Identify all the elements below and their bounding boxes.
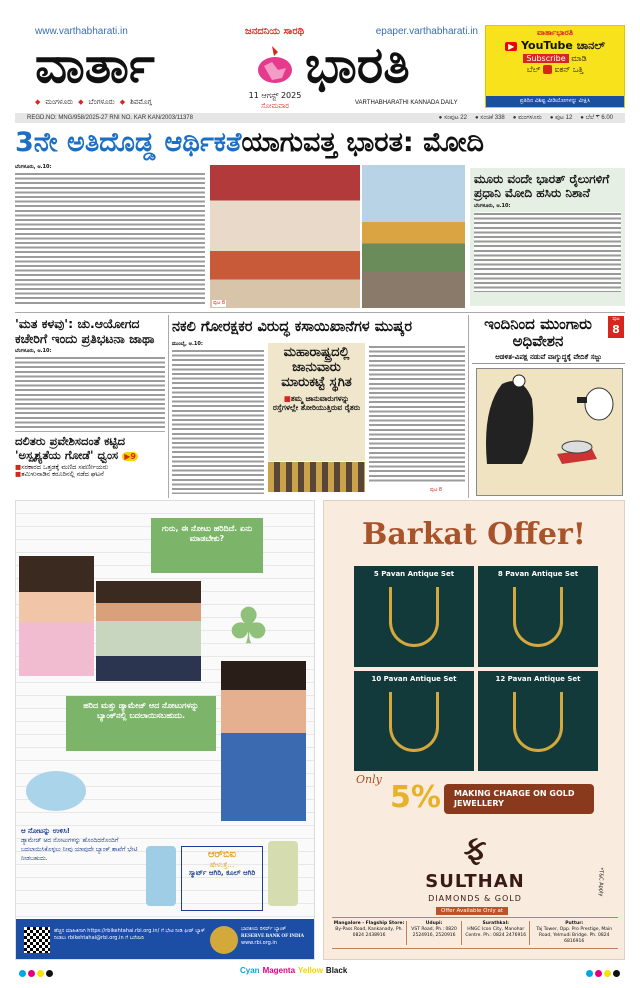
column-rule — [468, 315, 469, 498]
masthead-part1: ವಾರ್ತಾ — [35, 36, 155, 94]
registration-dots-left — [18, 962, 54, 981]
session-subheadline: ಆಡಳಿತ-ವಿಪಕ್ಷ ನಡುವೆ ವಾಗ್ಯುದ್ಧಕ್ಕೆ ವೇದಿಕೆ ಸಜ್ಜು — [472, 353, 625, 364]
cow-box-title: ಮಹಾರಾಷ್ಟ್ರದಲ್ಲಿ ಜಾನುವಾರು ಮಾರುಕಟ್ಟೆ ಸ್ಥಗಿತ — [281, 345, 352, 390]
bell-suffix: ಐಕನ್ ಒತ್ತಿ — [554, 65, 584, 75]
website-url[interactable]: www.varthabharati.in — [35, 26, 128, 37]
price: ● ಬೆಲೆ ₹ 6.00 — [580, 114, 613, 121]
dalit-story[interactable] — [15, 431, 165, 479]
cow-body-text-1 — [172, 349, 264, 494]
making-charge: MAKING CHARGE ON GOLD JEWELLERY — [444, 784, 594, 814]
percent-label: 5% — [390, 780, 441, 815]
speech-bubble-1: ಗುರು, ಈ ನೋಟು ಹರಿದಿದೆ. ಏನು ಮಾಡಬೇಕು? — [151, 518, 263, 573]
set-12-pavan: 12 Pavan Antique Set — [478, 671, 598, 772]
set-5-pavan: 5 Pavan Antique Set — [354, 566, 474, 667]
issue-no: ● ಸಂಚಿಕೆ 338 — [474, 114, 505, 121]
cow-box-sub: ■ತಮ್ಮ ಜಾನುವಾರುಗಳನ್ನು ರಸ್ತೆಗಳಲ್ಲೇ ತೋರಿಯುತ್ತಿರುವ ರೈತರು — [272, 393, 361, 412]
dalit-bullet-2: ■ತಮಿಳುನಾಡಿನ ಕರೂರಿನಲ್ಲಿ ನಡೆದ ಘಟನೆ — [15, 470, 104, 479]
color-bar — [240, 966, 347, 976]
yellow-label: Yellow — [298, 966, 323, 975]
vande-body-text — [474, 212, 621, 292]
rbi-footer-text[interactable]: ಹೆಚ್ಚಿನ ಮಾಹಿತಿಗಾಗಿ https://rbikehtahai.rbi.org.in/ ಗೆ ಭೇಟಿ ನೀಡಿ ಫೀಡ್ ಬ್ಯಾಕ್ ನೀಡಲು rbikehtahai@rbi.org.in ಗೆ ಬರೆಯಿರಿ — [54, 928, 206, 941]
tagline: ಜನದನಿಯ ಸಾರಥಿ — [245, 26, 305, 37]
masthead-part1-box — [35, 38, 245, 92]
subscribe-label: Subscribe — [523, 54, 568, 63]
session-headline: ಇಂದಿನಿಂದ ಮುಂಗಾರು ಅಧಿವೇಶನ — [484, 316, 592, 351]
rbi-says-2: ಹೇಳುತ್ತೆ... — [209, 861, 235, 869]
sulthan-logo-icon: ફ — [463, 829, 487, 867]
editions: ◆ ಮಂಗಳೂರು ◆ ಬೆಂಗಳೂರು ◆ ಶಿವಮೊಗ್ಗ — [35, 98, 152, 106]
cow-dateline: ಮುಂಬೈ, ಆ.10: — [172, 341, 203, 347]
lead-headline — [15, 126, 484, 160]
volume: ● ಸಂಪುಟ 22 — [438, 114, 467, 121]
epaper-url[interactable]: epaper.varthabharati.in — [375, 26, 478, 37]
lead-headline-box[interactable] — [15, 126, 627, 162]
rbi-seal — [210, 926, 238, 954]
editorial-cartoon — [476, 368, 623, 496]
lead-headline-blue: 3ನೇ ಅತಿದೊಡ್ಡ ಆರ್ಥಿಕತೆ — [15, 127, 242, 158]
yt-footer: ಪ್ರತಿದಿನ ವಿಶಿಷ್ಟ ವೀಡಿಯೋಗಳನ್ನು ವೀಕ್ಷಿಸಿ — [486, 96, 624, 107]
offer-available: Offer Available Only at — [436, 907, 508, 915]
smart-cool: ಸ್ಮಾರ್ಟ್ ಆಗಿರಿ, ಕೂಲ್ ಆಗಿರಿ — [188, 869, 256, 878]
lead-dateline: ಬೆಂಗಳೂರು, ಆ.10: — [15, 164, 52, 170]
note-mascot-green — [268, 841, 298, 906]
sulthan-advertisement[interactable] — [323, 500, 625, 960]
vande-bharat-story[interactable] — [470, 168, 625, 306]
issue-date: 11 ಆಗಸ್ಟ್ 2025 — [248, 91, 302, 100]
note-title: ಆ ನೋಟನ್ನು ಉಳಿಸಿ! — [21, 827, 70, 835]
divider — [15, 312, 625, 313]
youtube-ad[interactable] — [485, 25, 625, 108]
brand-name: SULTHAN — [425, 871, 525, 892]
masthead-emblem — [250, 42, 300, 88]
bell-label: ಬೆಲ್ — [526, 65, 541, 75]
rbi-footer — [16, 919, 315, 960]
store-mangalore: Mangalore - Flagship Store: By-Pass Road, Kankanady, Ph. 0824 2438916 — [332, 921, 407, 945]
session-page-badge[interactable]: ಪುಟ 8 — [608, 316, 624, 338]
boy-photo — [96, 581, 201, 681]
dalit-bullet-1: ■ಸರಕಾರದ ಒತ್ತಡಕ್ಕೆ ಮಣಿದ ಸವರ್ಣೀಯರು — [15, 462, 109, 471]
cow-headline-box[interactable] — [172, 317, 465, 339]
masthead-part2: ಭಾರತಿ — [305, 36, 410, 94]
pages: ● ಪುಟ 12 — [549, 114, 573, 121]
lead-continued[interactable]: ಪುಟ 8 — [213, 300, 226, 306]
girl-photo — [19, 556, 94, 676]
store-surathkal: Surathkal: HNGC Icon City, Manohar Centre. Ph.: 0824 2476916 — [462, 921, 530, 945]
lead-headline-black: ಯಾಗುವತ್ತ ಭಾರತ: ಮೋದಿ — [241, 127, 484, 158]
column-rule — [168, 315, 169, 498]
edition-shivamogga: ಶಿವಮೊಗ್ಗ — [130, 98, 152, 106]
cow-continued[interactable]: ಪುಟ 8 — [430, 487, 443, 493]
cattle-market-photo — [268, 462, 365, 492]
issue-day: ಸೋಮವಾರ — [261, 102, 289, 110]
black-label: Black — [325, 966, 348, 975]
vote-dateline: ಬೆಂಗಳೂರು, ಆ.10: — [15, 348, 52, 354]
cow-headline: ನಕಲಿ ಗೋರಕ್ಷಕರ ವಿರುದ್ಧ ಕಸಾಯಿಖಾನೆಗಳ ಮುಷ್ಕರ — [172, 319, 413, 335]
session-story[interactable] — [472, 316, 625, 498]
note-mascot-blue — [146, 846, 176, 906]
registration-bar — [15, 113, 625, 123]
yt-channel: YouTube ಚಾನಲ್ — [521, 38, 605, 52]
edition-mangaluru: ಮಂಗಳೂರು — [45, 98, 74, 106]
set-10-pavan: 10 Pavan Antique Set — [354, 671, 474, 772]
cyan-label: Cyan — [240, 966, 260, 975]
rbi-note — [21, 826, 139, 863]
magenta-label: Magenta — [262, 966, 296, 975]
store-puttur: Puttur: Taj Tower, Opp. Pro Prestige, Main Road, Yelmudi Bridge. Ph. 0824 6816916 — [536, 921, 613, 944]
edition-bengaluru: ಬೆಂಗಳೂರು — [88, 98, 115, 106]
store-udupi: Udupi: VST Road, Ph.: 0820 2524916, 2520916 — [407, 921, 462, 945]
cow-body-text-2 — [369, 345, 465, 483]
speech-bubble-2: ಹರಿದ ಮತ್ತು ಡ್ಯಾಮೇಜ್ ಆದ ನೋಟುಗಳನ್ನು ಬ್ಯಾಂಕ್‌ನಲ್ಲಿ ಬದಲಾಯಿಸಬಹುದು. — [66, 696, 216, 751]
lead-body-text — [15, 172, 205, 305]
boy-glasses-photo — [221, 661, 306, 821]
tree-icon: ♣ — [226, 597, 271, 655]
brand-subtitle: DIAMONDS & GOLD — [428, 894, 522, 903]
vande-dateline: ಬೆಂಗಳೂರು, ಆ.10: — [474, 202, 511, 209]
store-list — [332, 917, 618, 949]
rbi-says-box — [181, 846, 263, 911]
rbi-says: ಆರ್‌ಬಿಐ — [207, 849, 237, 860]
palette-icon — [26, 771, 86, 811]
vande-headline: ಮೂರು ವಂದೇ ಭಾರತ್ ರೈಲುಗಳಿಗೆ ಪ್ರಧಾನಿ ಮೋದಿ ಹಸಿರು ನಿಶಾನೆ — [474, 172, 610, 201]
youtube-icon: ▶ — [505, 42, 517, 51]
jewellery-sets — [354, 566, 598, 771]
edition: ● ಮಂಗಳೂರು — [512, 114, 542, 121]
bell-icon — [543, 65, 552, 74]
rbi-name: ಭಾರತೀಯ ರಿಸರ್ವ್ ಬ್ಯಾಂಕ್ RESERVE BANK OF INDIA www.rbi.org.in — [241, 926, 305, 946]
vote-body-text — [15, 356, 165, 428]
vote-headline: 'ಮತ ಕಳವು': ಚು.ಆಯೋಗದ ಕಚೇರಿಗೆ ಇಂದು ಪ್ರತಿಭಟನಾ ಜಾಥಾ — [15, 316, 155, 346]
yt-brand: ವಾರ್ತಾಭಾರತಿ — [537, 28, 573, 37]
only-label: Only — [356, 773, 382, 786]
subscribe-suffix: ಮಾಡಿ — [571, 53, 587, 63]
page-ref-badge[interactable]: ▶9 — [124, 451, 136, 461]
subtitle: VARTHABHARATHI KANNADA DAILY — [355, 100, 458, 106]
barkat-title: Barkat Offer! — [362, 517, 586, 552]
note-body: ಡ್ಯಾಮೇಜ್ ಆದ ನೋಟುಗಳನ್ನು ಹೊಂದಿದರೊಂದಿಗೆ ಬದಲಾಯಿಸಿಕೊಳ್ಳಲು ನೀವು ಯಾವುದೇ ಬ್ಯಾಂಕ್ ಶಾಖೆಗೆ ಭೇಟಿ ನೀಡಬಹುದು. — [21, 837, 138, 862]
set-8-pavan: 8 Pavan Antique Set — [478, 566, 598, 667]
dalit-headline: ದಲಿತರು ಪ್ರವೇಶಿಸದಂತೆ ಕಟ್ಟಿದ 'ಅಸ್ಪೃಶ್ಯತೆಯ ಗೋಡೆ' ಧ್ವಂಸ — [15, 434, 126, 462]
qr-code[interactable] — [24, 927, 50, 953]
tc-note: *T&C Apply — [597, 867, 604, 897]
vote-theft-story[interactable] — [15, 316, 165, 428]
reg-number: REGD.NO: MNG/958/2025-27 RNI NO. KAR KAN/2003/11378 — [27, 115, 193, 121]
rbi-advertisement[interactable] — [15, 500, 315, 960]
lead-photo-train — [362, 165, 465, 308]
lead-photo-modi — [210, 165, 360, 308]
registration-dots-right — [585, 962, 621, 981]
cow-sidebar-box — [268, 343, 365, 461]
masthead-part2-box — [305, 38, 477, 92]
